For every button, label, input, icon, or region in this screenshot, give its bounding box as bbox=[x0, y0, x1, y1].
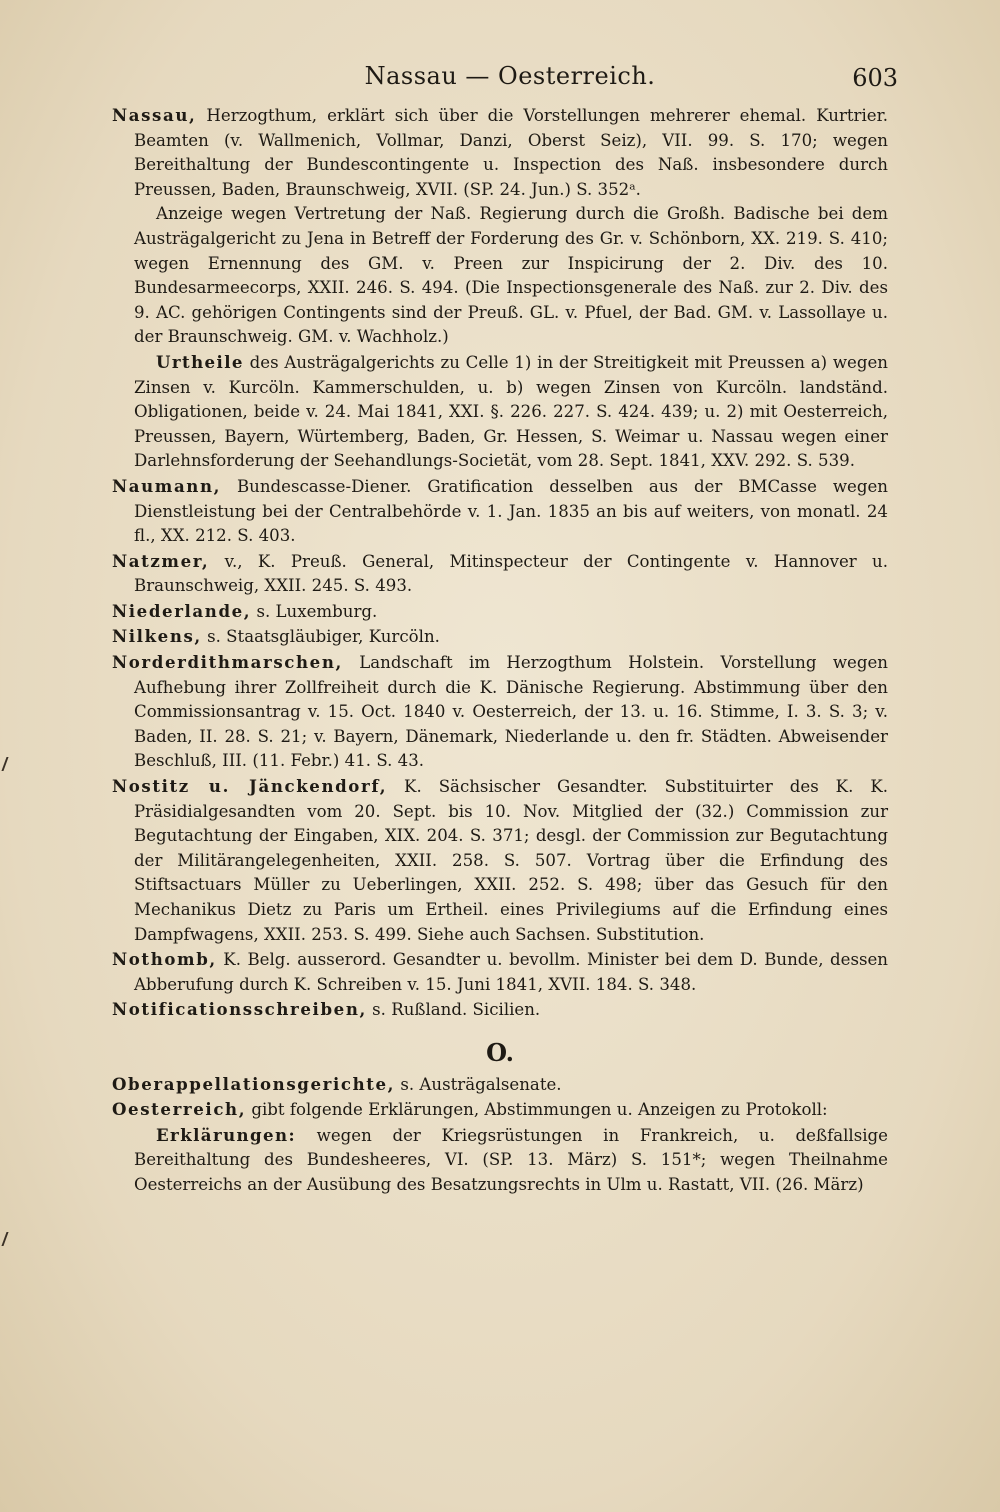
index-entry bbox=[112, 1072, 888, 1098]
index-subentry bbox=[112, 1123, 888, 1198]
entry-headword: Naumann, bbox=[112, 475, 221, 496]
index-entry bbox=[112, 599, 888, 625]
running-head bbox=[110, 62, 910, 98]
entry-headword: Erklärungen: bbox=[156, 1124, 296, 1145]
entry-text: gibt folgende Erklärungen, Abstimmungen u. Anzeigen zu Protokoll: bbox=[246, 1100, 828, 1120]
entry-text: des Austrägalgerichts zu Celle 1) in der Streitigkeit mit Preussen a) wegen Zinsen v. Kurcöln. Kammerschulden, u. b) wegen Zinsen von Kurcöln. landständ. Obligationen, beide v. 24. Mai 1841, XXI. §. 226. 227. S. 424. 439; u. 2) mit Oesterreich, Preussen, Bayern, Würtemberg, Baden, Gr. Hessen, S. Weimar u. Nassau wegen einer Darlehnsforderung der Seehandlungs-Societät, vom 28. Sept. 1841, XXV. 292. S. 539. bbox=[134, 352, 888, 471]
entry-headword: Nothomb, bbox=[112, 949, 217, 970]
entry-text: s. Luxemburg. bbox=[251, 601, 378, 621]
entry-headword: Oesterreich, bbox=[112, 1099, 247, 1120]
entry-headword: Nassau, bbox=[112, 105, 197, 125]
index-entry bbox=[112, 1097, 888, 1123]
entry-headword: Oberappellationsgerichte, bbox=[112, 1073, 396, 1094]
entry-text: K. Sächsischer Gesandter. Substituirter des K. K. Präsidialgesandten vom 20. Sept. bis 10. Nov. Mitglied der (32.) Commission zur Begutachtung der Eingaben, XIX. 204. S. 371; desgl. der Commission zur Begutachtung der Militärangelegenheiten, XXII. 258. S. 507. Vortrag über die Erfindung des Stiftsactuars Müller zu Ueberlingen, XXII. 252. S. 498; über das Gesuch für den Mechanikus Dietz zu Paris um Ertheil. eines Privilegiums auf die Erfindung eines Dampfwagens, XXII. 253. S. 499. Siehe auch Sachsen. Substitution. bbox=[134, 777, 888, 944]
entry-text: wegen der Kriegsrüstungen in Frankreich, u. deßfallsige Bereithaltung des Bundesheeres, VI. (SP. 13. März) S. 151*; wegen Theilnahme Oesterreichs an der Ausübung des Besatzungsrechts in Ulm u. Rastatt, VII. (26. März) bbox=[134, 1125, 888, 1194]
index-entry bbox=[112, 947, 888, 997]
entry-text: Anzeige wegen Vertretung der Naß. Regierung durch die Großh. Badische bei dem Austrägalgericht zu Jena in Betreff der Forderung des Gr. v. Schönborn, XX. 219. S. 410; wegen Ernennung des GM. v. Preen zur Inspicirung der 2. Div. des 10. Bundesarmeecorps, XXII. 246. S. 494. (Die Inspectionsgenerale des Naß. zur 2. Div. des 9. AC. gehörigen Contingents sind der Preuß. GL. v. Pfuel, der Bad. GM. v. Lassollaye u. der Braunschweig. GM. v. Wachholz.) bbox=[134, 204, 888, 347]
page-number: 603 bbox=[852, 64, 898, 92]
entry-text: Herzogthum, erklärt sich über die Vorstellungen mehrerer ehemal. Kurtrier. Beamten (v. Wallmenich, Vollmar, Danzi, Oberst Seiz), VII. 99. S. 170; wegen Bereithaltung der Bundescontingente u. Inspection des Naß. insbesondere durch Preussen, Baden, Braunschweig, XVII. (SP. 24. Jun.) S. 352ᵃ. bbox=[134, 106, 888, 199]
entry-headword: Notificationsschreiben, bbox=[112, 999, 367, 1020]
entry-text: Landschaft im Herzogthum Holstein. Vorstellung wegen Aufhebung ihrer Zollfreiheit durch die K. Dänische Regierung. Abstimmung über den Commissionsantrag v. 15. Oct. 1840 v. Oesterreich, der 13. u. 16. Stimme, I. 3. S. 3; v. Baden, II. 28. S. 21; v. Bayern, Dänemark, Niederlande u. den fr. Städten. Abweisender Beschluß, III. (11. Febr.) 41. S. 43. bbox=[134, 653, 888, 771]
index-entry bbox=[112, 997, 888, 1023]
entry-headword: Natzmer, bbox=[112, 550, 210, 571]
entry-headword: Niederlande, bbox=[112, 600, 252, 621]
margin-mark bbox=[1, 757, 16, 771]
running-title: Nassau — Oesterreich. bbox=[364, 62, 656, 90]
index-subentry bbox=[112, 202, 888, 350]
entry-text: s. Rußland. Sicilien. bbox=[366, 1000, 541, 1020]
entry-text: s. Austrägalsenate. bbox=[395, 1074, 562, 1094]
entry-headword: Nilkens, bbox=[112, 626, 202, 647]
index-entry bbox=[112, 549, 888, 599]
entry-headword: Norderdithmarschen, bbox=[112, 652, 343, 673]
entry-text: Bundescasse-Diener. Gratification desselben aus der BMCasse wegen Dienstleistung bei der Centralbehörde v. 1. Jan. 1835 an bis auf weiters, von monatl. 24 fl., XX. 212. S. 403. bbox=[134, 476, 888, 546]
index-text bbox=[112, 103, 888, 1198]
entry-text: s. Staatsgläubiger, Kurcöln. bbox=[201, 627, 440, 647]
entry-headword: Nostitz u. Jänckendorf, bbox=[112, 776, 388, 797]
index-entry bbox=[112, 474, 888, 549]
section-letter: O. bbox=[486, 1037, 514, 1067]
margin-mark bbox=[1, 1232, 16, 1246]
index-subentry bbox=[112, 350, 888, 474]
entry-text: v., K. Preuß. General, Mitinspecteur der Contingente v. Hannover u. Braunschweig, XXII. 245. S. 493. bbox=[134, 551, 888, 596]
index-entry bbox=[112, 103, 888, 202]
index-entry bbox=[112, 624, 888, 650]
index-entry bbox=[112, 774, 888, 947]
index-entry bbox=[112, 650, 888, 774]
entry-headword: Urtheile bbox=[156, 351, 244, 372]
entry-text: K. Belg. ausserord. Gesandter u. bevollm. Minister bei dem D. Bunde, dessen Abberufung durch K. Schreiben v. 15. Juni 1841, XVII. 184. S. 348. bbox=[134, 950, 888, 994]
